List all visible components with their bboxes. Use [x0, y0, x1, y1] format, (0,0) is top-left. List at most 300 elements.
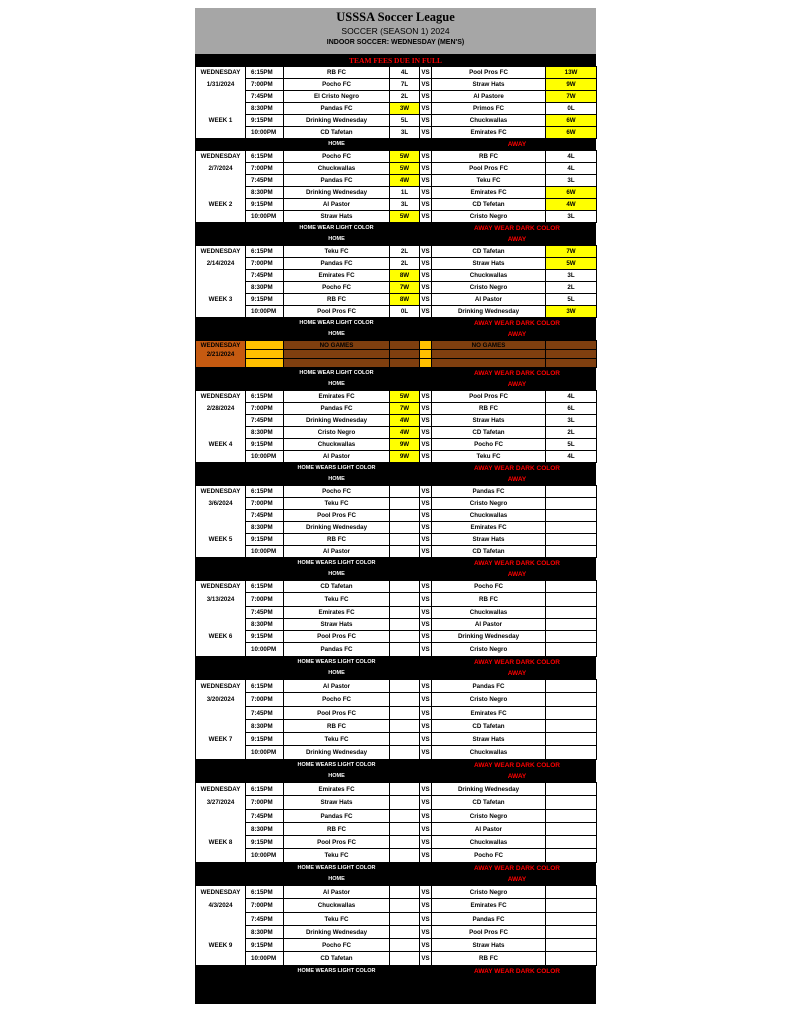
away-score [546, 534, 597, 546]
away-team: Drinking Wednesday [432, 306, 546, 318]
date-cell [196, 282, 246, 294]
vs-cell: VS [420, 836, 432, 849]
home-away-band-left: HOME [328, 476, 345, 482]
away-team: Al Pastor [432, 294, 546, 306]
game-row [196, 926, 597, 939]
home-score: 9W [390, 451, 420, 463]
away-team: Pandas FC [432, 913, 546, 926]
wear-color-band [195, 863, 596, 874]
home-team: Pandas FC [284, 643, 390, 657]
away-score [546, 707, 597, 720]
away-team: Cristo Negro [432, 643, 546, 657]
away-score: 7W [546, 91, 597, 103]
home-score [390, 350, 420, 359]
home-score [390, 952, 420, 966]
date-cell [196, 810, 246, 823]
vs-cell: VS [420, 391, 432, 403]
game-row [196, 823, 597, 836]
away-score [546, 810, 597, 823]
game-time: 9:15PM [246, 199, 284, 211]
wear-color-band-left: HOME WEAR LIGHT COLOR [299, 320, 374, 326]
day-label: WEDNESDAY [196, 151, 246, 163]
game-row [196, 836, 597, 849]
home-away-band-left: HOME [328, 331, 345, 337]
wear-color-band-left: HOME WEARS LIGHT COLOR [297, 762, 376, 768]
home-score [390, 783, 420, 796]
vs-cell: VS [420, 510, 432, 522]
weeks-container [195, 66, 596, 977]
game-row [196, 952, 597, 966]
away-score [546, 939, 597, 952]
game-row [196, 810, 597, 823]
week-table [195, 390, 597, 463]
away-score [546, 733, 597, 746]
home-away-band-left: HOME [328, 236, 345, 242]
game-row [196, 67, 597, 79]
home-score [390, 823, 420, 836]
home-team: Teku FC [284, 733, 390, 746]
home-score [390, 643, 420, 657]
league-title: USSSA Soccer League [336, 10, 455, 24]
home-team: Chuckwallas [284, 899, 390, 913]
home-team: Pool Pros FC [284, 510, 390, 522]
game-row [196, 163, 597, 175]
date-cell [196, 175, 246, 187]
home-away-band-left: HOME [328, 381, 345, 387]
day-label: WEDNESDAY [196, 581, 246, 593]
home-score [390, 746, 420, 760]
game-row [196, 783, 597, 796]
vs-cell [420, 359, 432, 368]
away-team: Pocho FC [432, 581, 546, 593]
home-away-band-left: HOME [328, 141, 345, 147]
home-away-band [195, 234, 596, 245]
date-cell [196, 211, 246, 223]
away-score [546, 849, 597, 863]
home-score: 4W [390, 427, 420, 439]
away-team: Drinking Wednesday [432, 631, 546, 643]
game-time: 8:30PM [246, 926, 284, 939]
away-team: Emirates FC [432, 522, 546, 534]
game-row [196, 127, 597, 139]
game-time: 7:00PM [246, 79, 284, 91]
home-away-band [195, 139, 596, 150]
game-time: 7:45PM [246, 510, 284, 522]
away-team: Primos FC [432, 103, 546, 115]
away-team: Al Pastore [432, 91, 546, 103]
home-away-band-right: AWAY [507, 476, 527, 483]
date-label: 2/28/2024 [196, 403, 246, 415]
away-score: 6W [546, 127, 597, 139]
wear-color-band [195, 657, 596, 668]
vs-cell: VS [420, 746, 432, 760]
game-row [196, 607, 597, 619]
date-label: 2/21/2024 [196, 350, 246, 359]
season-subtitle: SOCCER (SEASON 1) 2024 [341, 26, 450, 36]
away-score [546, 546, 597, 558]
away-score [546, 341, 597, 350]
home-team: Cristo Negro [284, 427, 390, 439]
game-row [196, 294, 597, 306]
week-label: WEEK 5 [196, 534, 246, 546]
home-team: Drinking Wednesday [284, 187, 390, 199]
vs-cell: VS [420, 522, 432, 534]
vs-cell: VS [420, 952, 432, 966]
away-score [546, 359, 597, 368]
week-table [195, 150, 597, 223]
vs-cell: VS [420, 163, 432, 175]
vs-cell: VS [420, 693, 432, 707]
away-score [546, 486, 597, 498]
game-row [196, 427, 597, 439]
away-team [432, 359, 546, 368]
home-score: 4W [390, 415, 420, 427]
away-team: Pool Pros FC [432, 391, 546, 403]
home-score [390, 546, 420, 558]
game-time: 7:00PM [246, 593, 284, 607]
week-label: WEEK 6 [196, 631, 246, 643]
home-score: 5W [390, 211, 420, 223]
away-score [546, 913, 597, 926]
away-score: 3L [546, 211, 597, 223]
day-label: WEDNESDAY [196, 67, 246, 79]
home-score: 9W [390, 439, 420, 451]
week-table [195, 485, 597, 558]
date-cell [196, 619, 246, 631]
home-score: 5W [390, 391, 420, 403]
vs-cell: VS [420, 733, 432, 746]
week-table [195, 885, 597, 966]
game-time: 10:00PM [246, 211, 284, 223]
date-label: 3/27/2024 [196, 796, 246, 810]
away-score: 3L [546, 270, 597, 282]
week-table [195, 340, 597, 368]
away-team: Chuckwallas [432, 270, 546, 282]
away-team: Cristo Negro [432, 282, 546, 294]
date-label: 2/14/2024 [196, 258, 246, 270]
game-time: 8:30PM [246, 103, 284, 115]
game-time: 10:00PM [246, 643, 284, 657]
game-time: 9:15PM [246, 836, 284, 849]
home-team: Teku FC [284, 913, 390, 926]
home-team: Al Pastor [284, 451, 390, 463]
game-time: 10:00PM [246, 451, 284, 463]
away-team: RB FC [432, 403, 546, 415]
away-team: Straw Hats [432, 415, 546, 427]
home-team: Pandas FC [284, 403, 390, 415]
vs-cell: VS [420, 939, 432, 952]
date-cell [196, 415, 246, 427]
away-score [546, 926, 597, 939]
away-team: Chuckwallas [432, 836, 546, 849]
date-cell [196, 510, 246, 522]
vs-cell: VS [420, 79, 432, 91]
vs-cell: VS [420, 899, 432, 913]
vs-cell: VS [420, 451, 432, 463]
game-row [196, 91, 597, 103]
home-team: Pool Pros FC [284, 306, 390, 318]
date-cell [196, 127, 246, 139]
home-away-band-right: AWAY [507, 571, 527, 578]
game-time: 6:15PM [246, 581, 284, 593]
away-team: Pandas FC [432, 486, 546, 498]
vs-cell [420, 341, 432, 350]
vs-cell: VS [420, 849, 432, 863]
home-team: RB FC [284, 534, 390, 546]
home-score [390, 359, 420, 368]
day-label: WEDNESDAY [196, 486, 246, 498]
date-cell [196, 359, 246, 368]
week-label: WEEK 4 [196, 439, 246, 451]
away-team: Pocho FC [432, 439, 546, 451]
time-cell [246, 359, 284, 368]
away-team: Al Pastor [432, 619, 546, 631]
fees-notice: TEAM FEES DUE IN FULL [349, 56, 442, 65]
date-cell [196, 707, 246, 720]
vs-cell: VS [420, 211, 432, 223]
date-cell [196, 451, 246, 463]
date-cell [196, 849, 246, 863]
away-score: 4W [546, 199, 597, 211]
away-team: Pool Pros FC [432, 163, 546, 175]
home-score: 7L [390, 79, 420, 91]
vs-cell: VS [420, 415, 432, 427]
game-time: 9:15PM [246, 439, 284, 451]
vs-cell: VS [420, 91, 432, 103]
wear-color-band [195, 966, 596, 977]
home-score: 0L [390, 306, 420, 318]
game-row [196, 913, 597, 926]
home-score: 5W [390, 151, 420, 163]
home-team: Teku FC [284, 246, 390, 258]
vs-cell: VS [420, 199, 432, 211]
away-team: Straw Hats [432, 939, 546, 952]
vs-cell: VS [420, 498, 432, 510]
game-row [196, 581, 597, 593]
away-team: CD Tafetan [432, 796, 546, 810]
home-team: Pandas FC [284, 175, 390, 187]
home-score: 1L [390, 187, 420, 199]
away-team: RB FC [432, 593, 546, 607]
home-team: Pocho FC [284, 282, 390, 294]
vs-cell: VS [420, 631, 432, 643]
away-team: Chuckwallas [432, 510, 546, 522]
away-score: 4L [546, 451, 597, 463]
vs-cell: VS [420, 643, 432, 657]
home-score [390, 913, 420, 926]
home-score [390, 707, 420, 720]
game-row [196, 270, 597, 282]
wear-color-band [195, 223, 596, 234]
away-score: 5L [546, 439, 597, 451]
date-label: 2/7/2024 [196, 163, 246, 175]
home-score [390, 631, 420, 643]
away-score: 6L [546, 403, 597, 415]
away-team: Chuckwallas [432, 607, 546, 619]
date-cell [196, 91, 246, 103]
game-row [196, 246, 597, 258]
home-team: CD Tafetan [284, 127, 390, 139]
vs-cell: VS [420, 913, 432, 926]
away-score [546, 693, 597, 707]
day-label: WEDNESDAY [196, 886, 246, 899]
game-time: 6:15PM [246, 151, 284, 163]
vs-cell: VS [420, 823, 432, 836]
vs-cell: VS [420, 151, 432, 163]
home-team: Straw Hats [284, 796, 390, 810]
vs-cell: VS [420, 593, 432, 607]
game-time: 10:00PM [246, 746, 284, 760]
wear-color-band-left: HOME WEAR LIGHT COLOR [299, 370, 374, 376]
away-team: Cristo Negro [432, 693, 546, 707]
wear-color-band-right: AWAY WEAR DARK COLOR [474, 968, 560, 975]
home-score: 5W [390, 163, 420, 175]
date-cell [196, 270, 246, 282]
away-score: 5L [546, 294, 597, 306]
home-team: CD Tafetan [284, 581, 390, 593]
game-row [196, 886, 597, 899]
week-table [195, 580, 597, 657]
vs-cell: VS [420, 534, 432, 546]
away-team: CD Tafetan [432, 427, 546, 439]
home-team: Pandas FC [284, 258, 390, 270]
time-cell [246, 341, 284, 350]
wear-color-band [195, 318, 596, 329]
home-score [390, 341, 420, 350]
away-score: 4L [546, 391, 597, 403]
home-team: Straw Hats [284, 619, 390, 631]
vs-cell: VS [420, 439, 432, 451]
game-row [196, 187, 597, 199]
home-score: 4L [390, 67, 420, 79]
away-score: 6W [546, 115, 597, 127]
day-label: WEDNESDAY [196, 783, 246, 796]
away-score [546, 350, 597, 359]
away-score [546, 680, 597, 693]
home-team: Straw Hats [284, 211, 390, 223]
home-team: Emirates FC [284, 783, 390, 796]
game-time: 10:00PM [246, 127, 284, 139]
home-score [390, 720, 420, 733]
home-away-band-right: AWAY [507, 876, 527, 883]
away-team: Teku FC [432, 451, 546, 463]
home-score [390, 899, 420, 913]
home-score [390, 926, 420, 939]
week-label: WEEK 3 [196, 294, 246, 306]
vs-cell: VS [420, 486, 432, 498]
home-team: Al Pastor [284, 546, 390, 558]
home-score [390, 486, 420, 498]
away-team: Al Pastor [432, 823, 546, 836]
home-team: CD Tafetan [284, 952, 390, 966]
game-time: 7:45PM [246, 707, 284, 720]
date-cell [196, 546, 246, 558]
game-time: 9:15PM [246, 294, 284, 306]
home-team: Emirates FC [284, 270, 390, 282]
date-cell [196, 823, 246, 836]
home-team: Pandas FC [284, 103, 390, 115]
home-team: Pocho FC [284, 693, 390, 707]
game-time: 7:45PM [246, 175, 284, 187]
home-team: Chuckwallas [284, 163, 390, 175]
wear-color-band-left: HOME WEARS LIGHT COLOR [297, 865, 376, 871]
game-time: 8:30PM [246, 282, 284, 294]
vs-cell: VS [420, 306, 432, 318]
vs-cell: VS [420, 619, 432, 631]
away-score [546, 836, 597, 849]
vs-cell: VS [420, 282, 432, 294]
home-score: 7W [390, 403, 420, 415]
home-team: Teku FC [284, 593, 390, 607]
vs-cell: VS [420, 427, 432, 439]
wear-color-band-right: AWAY WEAR DARK COLOR [474, 370, 560, 377]
away-score [546, 607, 597, 619]
vs-cell: VS [420, 926, 432, 939]
away-score: 0L [546, 103, 597, 115]
game-time: 7:45PM [246, 270, 284, 282]
vs-cell [420, 350, 432, 359]
game-time: 7:45PM [246, 415, 284, 427]
date-cell [196, 746, 246, 760]
vs-cell: VS [420, 403, 432, 415]
game-row [196, 619, 597, 631]
game-time: 6:15PM [246, 486, 284, 498]
game-time: 6:15PM [246, 680, 284, 693]
away-score: 3L [546, 415, 597, 427]
home-score: 5L [390, 115, 420, 127]
week-label: WEEK 9 [196, 939, 246, 952]
time-cell [246, 350, 284, 359]
week-table [195, 245, 597, 318]
game-time: 7:45PM [246, 91, 284, 103]
home-score: 3L [390, 127, 420, 139]
home-score: 8W [390, 270, 420, 282]
wear-color-band-left: HOME WEARS LIGHT COLOR [297, 465, 376, 471]
wear-color-band-right: AWAY WEAR DARK COLOR [474, 762, 560, 769]
home-score [390, 733, 420, 746]
home-team: Drinking Wednesday [284, 926, 390, 939]
day-label: WEDNESDAY [196, 391, 246, 403]
away-team: Cristo Negro [432, 886, 546, 899]
home-team: Drinking Wednesday [284, 115, 390, 127]
no-games-row [196, 350, 597, 359]
game-time: 6:15PM [246, 246, 284, 258]
wear-color-band-right: AWAY WEAR DARK COLOR [474, 865, 560, 872]
game-time: 7:45PM [246, 913, 284, 926]
home-team: Emirates FC [284, 607, 390, 619]
home-team: Pandas FC [284, 810, 390, 823]
away-score [546, 796, 597, 810]
away-team: RB FC [432, 151, 546, 163]
day-label: WEDNESDAY [196, 246, 246, 258]
home-score: 2L [390, 258, 420, 270]
vs-cell: VS [420, 103, 432, 115]
game-row [196, 103, 597, 115]
no-games-row [196, 359, 597, 368]
game-row [196, 486, 597, 498]
home-score: 2L [390, 246, 420, 258]
home-team: Teku FC [284, 498, 390, 510]
away-score: 6W [546, 187, 597, 199]
away-team: Pool Pros FC [432, 926, 546, 939]
away-score [546, 643, 597, 657]
home-away-band [195, 569, 596, 580]
away-score [546, 619, 597, 631]
home-score: 8W [390, 294, 420, 306]
home-away-band [195, 668, 596, 679]
away-team: CD Tafetan [432, 246, 546, 258]
game-row [196, 849, 597, 863]
